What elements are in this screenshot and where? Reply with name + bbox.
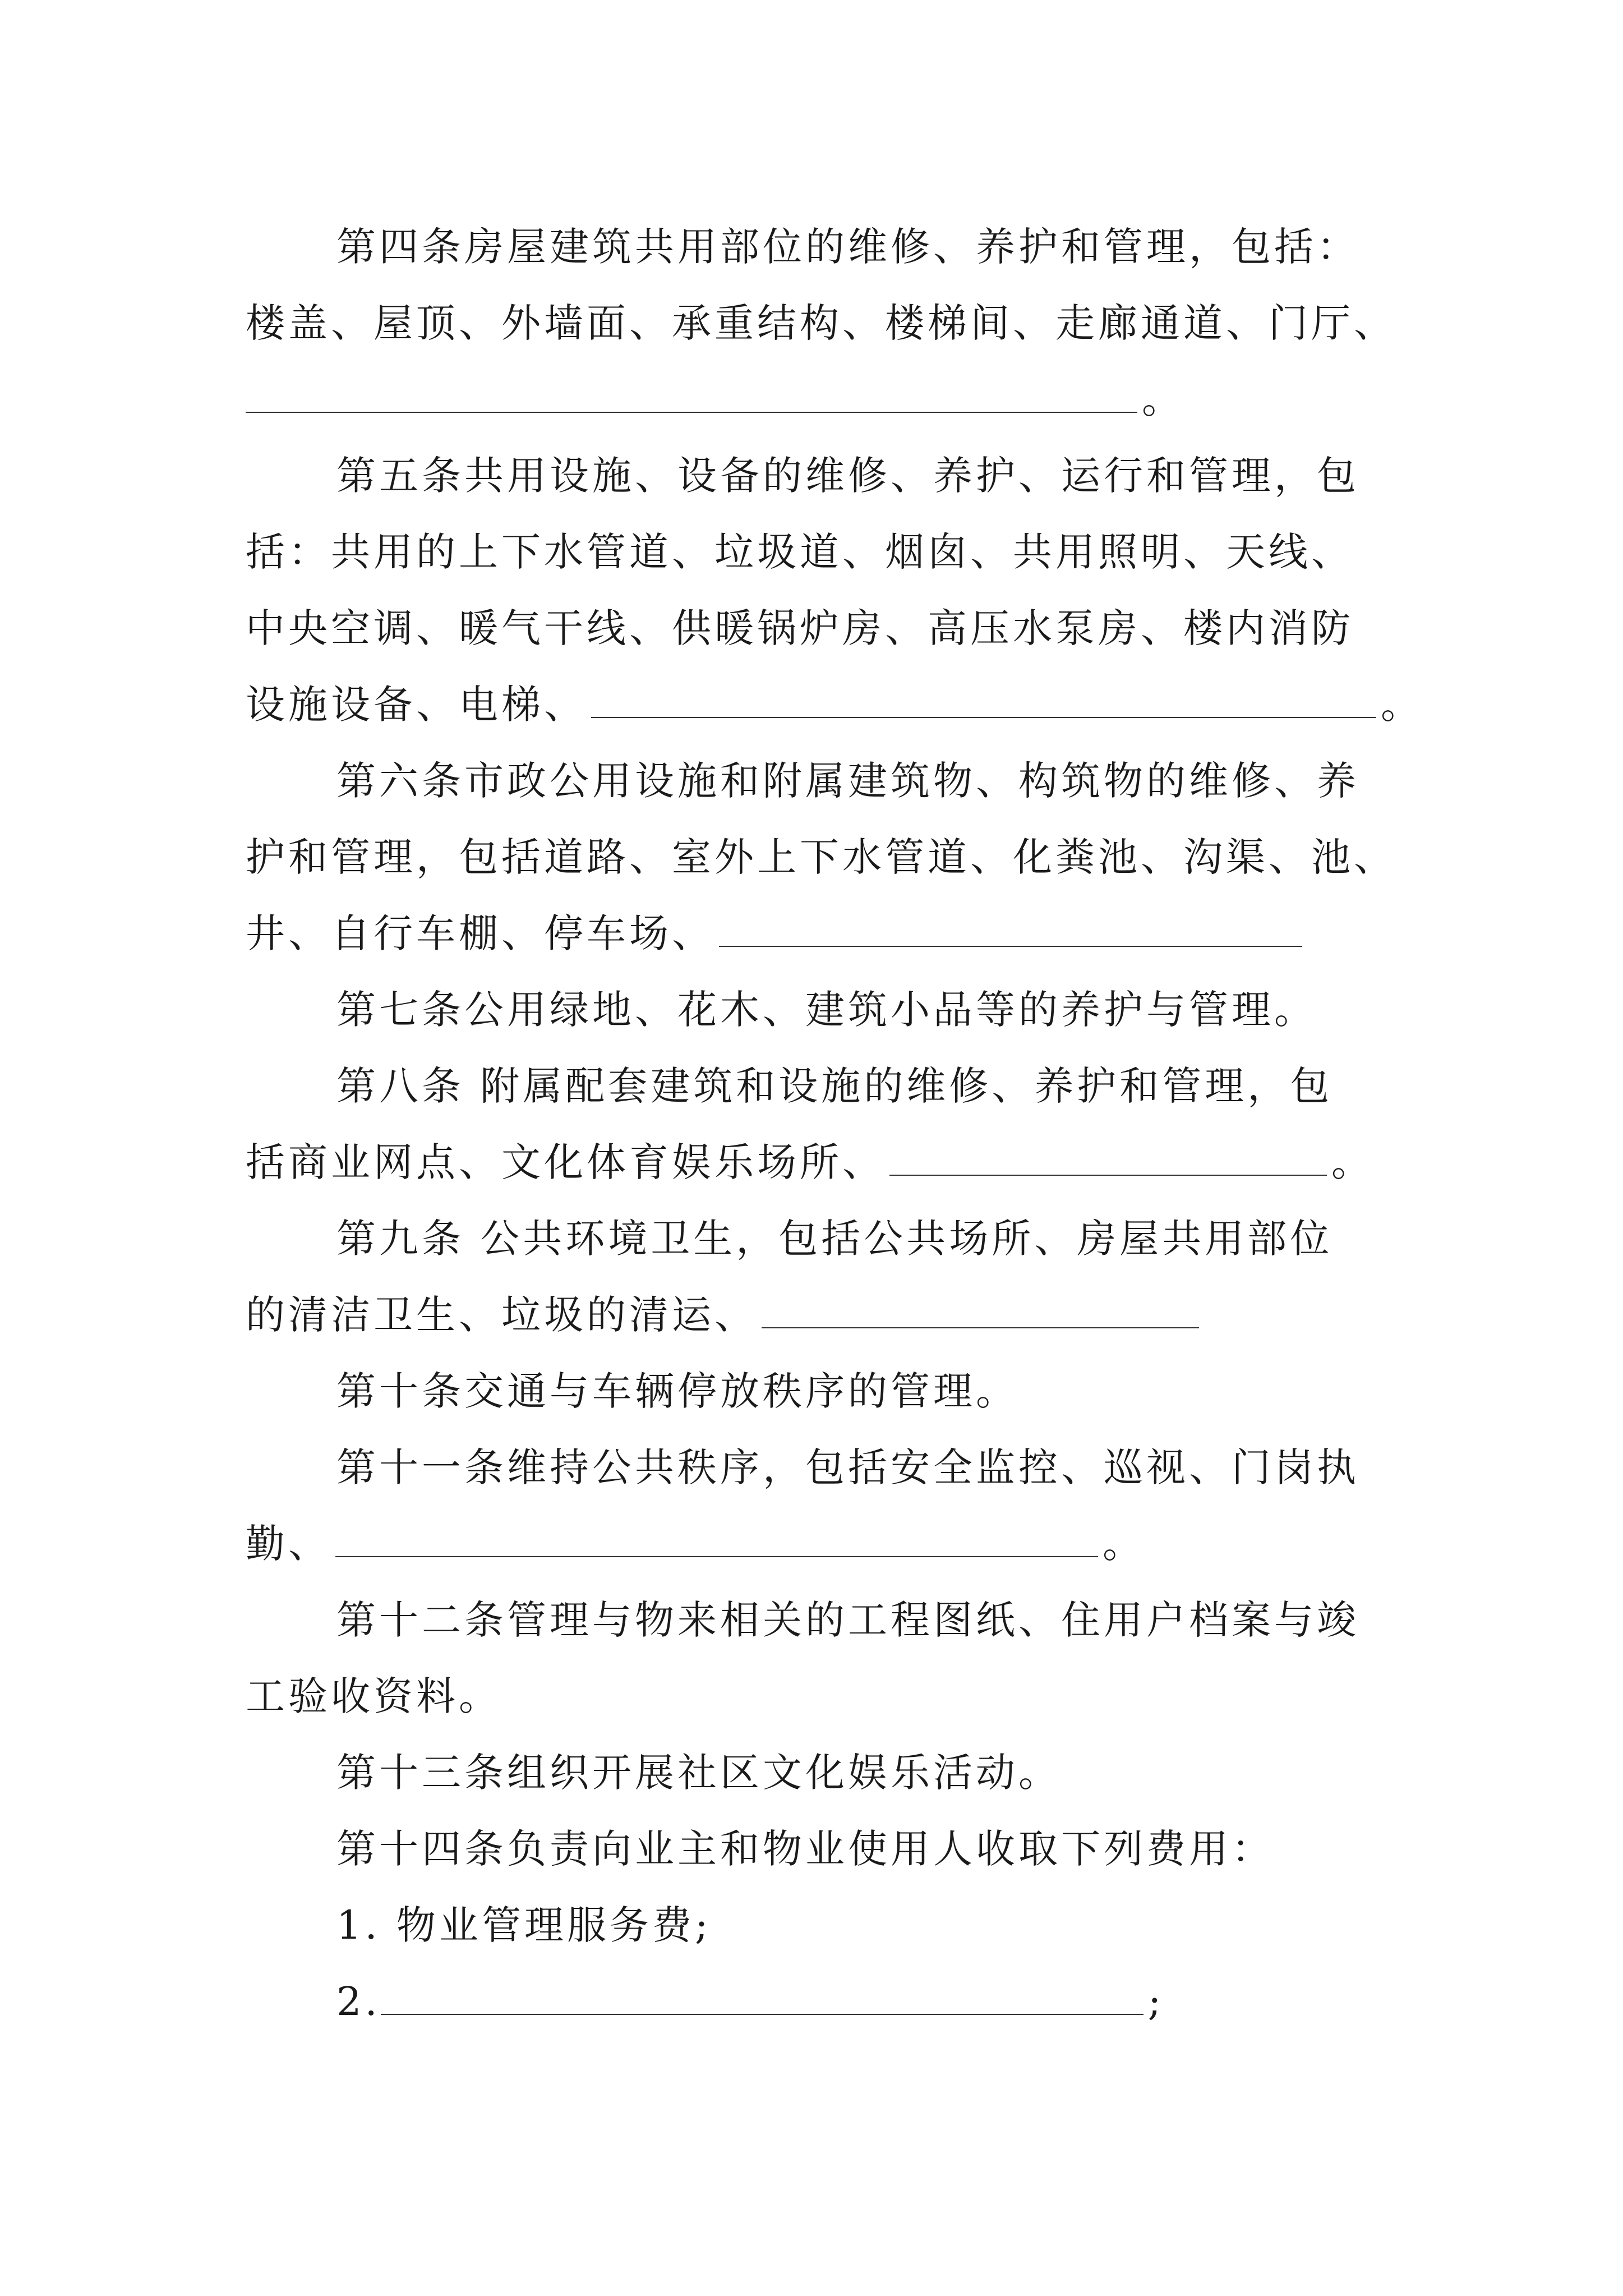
article-6-line-3 (246, 907, 1307, 960)
article-5-line-4 (246, 678, 1423, 731)
text-segment: 。 (1142, 376, 1184, 422)
text-segment: 设施设备、电梯、 (246, 682, 587, 728)
text-segment: 。 (1103, 1521, 1145, 1567)
article-9-line-1 (336, 1212, 1332, 1266)
text-segment: 第十三条组织开展社区文化娱乐活动。 (336, 1750, 1061, 1796)
text-segment: 第九条 公共环境卫生，包括公共场所、房屋共用部位 (336, 1216, 1333, 1262)
article-11-line-2 (246, 1517, 1145, 1571)
text-segment: 第八条 附属配套建筑和设施的维修、养护和管理，包 (336, 1063, 1333, 1109)
article-13-line-1 (336, 1746, 1061, 1800)
text-segment: 中央空调、暖气干线、供暖锅炉房、高压水泵房、楼内消防 (246, 605, 1354, 651)
fill-in-blank (719, 907, 1302, 947)
text-segment: 工验收资料。 (246, 1673, 501, 1719)
article-6-line-2 (246, 830, 1396, 884)
article-12-line-2 (246, 1669, 501, 1723)
text-segment: 第七条公用绿地、花木、建筑小品等的养护与管理。 (336, 987, 1317, 1033)
text-segment: 第十四条负责向业主和物业使用人收取下列费用： (336, 1826, 1274, 1872)
text-segment: 第六条市政公用设施和附属建筑物、构筑物的维修、养 (336, 758, 1359, 804)
article-5-line-2 (246, 525, 1354, 579)
text-segment: 楼盖、屋顶、外墙面、承重结构、楼梯间、走廊通道、门厅、 (246, 300, 1396, 346)
text-segment: 第十条交通与车辆停放秩序的管理。 (336, 1368, 1018, 1414)
article-11-line-1 (336, 1441, 1359, 1494)
article-7-line-1 (336, 983, 1317, 1037)
text-segment: 括：共用的上下水管道、垃圾道、烟囱、共用照明、天线、 (246, 529, 1354, 575)
text-segment: ; (1147, 1978, 1165, 2024)
article-5-line-3 (246, 601, 1354, 655)
text-segment: 2. (336, 1978, 381, 2024)
text-segment: 的清洁卫生、垃圾的清运、 (246, 1292, 757, 1338)
article-8-line-1 (336, 1059, 1332, 1113)
text-segment: 1. 物业管理服务费; (336, 1902, 712, 1948)
article-14-item-1 (336, 1898, 712, 1952)
fill-in-blank (762, 1288, 1199, 1328)
text-segment: 勤、 (246, 1521, 331, 1567)
article-10-line-1 (336, 1364, 1018, 1418)
article-12-line-1 (336, 1593, 1359, 1647)
text-segment: 第五条共用设施、设备的维修、养护、运行和管理，包 (336, 453, 1359, 499)
fill-in-blank (381, 1975, 1144, 2015)
text-segment: 井、自行车棚、停车场、 (246, 910, 714, 956)
text-segment: 括商业网点、文化体育娱乐场所、 (246, 1139, 885, 1185)
article-8-line-2 (246, 1135, 1374, 1189)
text-segment: 第十二条管理与物来相关的工程图纸、住用户档案与竣 (336, 1597, 1359, 1643)
text-segment: 护和管理，包括道路、室外上下水管道、化粪池、沟渠、池、 (246, 834, 1396, 880)
fill-in-blank (246, 372, 1137, 413)
article-5-line-1 (336, 449, 1359, 503)
article-4-line-1 (336, 220, 1359, 274)
fill-in-blank (335, 1517, 1098, 1557)
article-6-line-1 (336, 754, 1359, 808)
fill-in-blank (591, 678, 1376, 718)
article-14-line-1 (336, 1822, 1274, 1876)
text-segment: 。 (1331, 1139, 1374, 1185)
fill-in-blank (889, 1135, 1327, 1176)
text-segment: 第四条房屋建筑共用部位的维修、养护和管理，包括： (336, 224, 1359, 270)
article-4-line-2 (246, 296, 1396, 350)
article-4-line-3 (246, 372, 1184, 426)
text-segment: 。 (1381, 682, 1423, 728)
article-14-item-2 (336, 1975, 1164, 2028)
article-9-line-2 (246, 1288, 1204, 1342)
text-segment: 第十一条维持公共秩序，包括安全监控、巡视、门岗执 (336, 1444, 1359, 1490)
